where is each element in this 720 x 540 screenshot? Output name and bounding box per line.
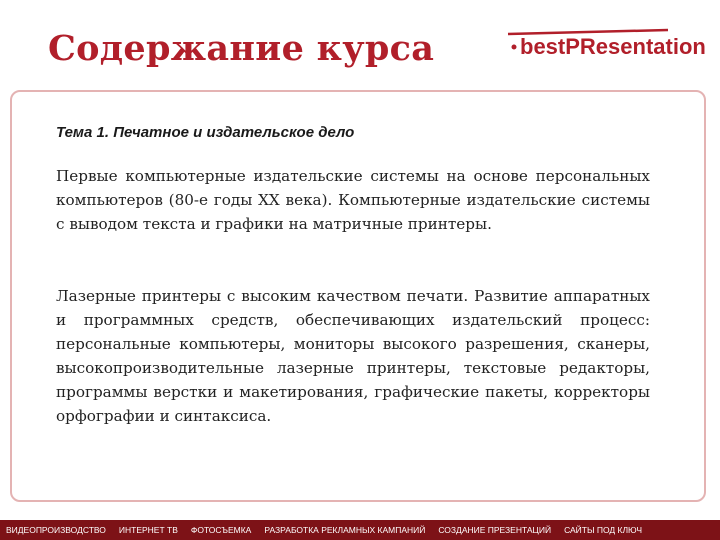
paragraph-2: Лазерные принтеры с высоким качеством печати. Развитие аппаратных и программных средств, обеспечивающих издательский процесс: персональные компьютеры, мониторы высокого разрешения, сканеры, высокопроизводительные лазерные принтеры, текстовые редакторы, программы верстки и макетирования, графические пакеты, корректоры орфографии и синтаксиса. [56,287,650,425]
brand-logo [500,20,706,60]
footer-item-internet-tv[interactable]: ИНТЕРНЕТ ТВ [118,525,178,535]
page-title: Содержание курса [48,28,435,69]
footer-item-websites[interactable]: САЙТЫ ПОД КЛЮЧ [564,525,643,535]
footer-bar [0,520,720,540]
footer-item-ad-campaigns[interactable]: РАЗРАБОТКА РЕКЛАМНЫХ КАМПАНИЙ [264,525,426,535]
logo-text: bestPResentation [520,34,706,59]
footer-item-photo[interactable]: ФОТОСЪЕМКА [190,525,252,535]
footer-nav [0,520,720,540]
paragraph-1: Первые компьютерные издательские системы на основе персональных компьютеров (80-е годы XX века). Компьютерные издательские системы с выводом текста и графики на матричные принтеры. [56,167,650,233]
topic-heading: Тема 1. Печатное и издательское дело [56,124,355,141]
footer-item-video[interactable]: ВИДЕОПРОИЗВОДСТВО [6,525,106,535]
footer-item-presentations[interactable]: СОЗДАНИЕ ПРЕЗЕНТАЦИЙ [438,525,552,535]
